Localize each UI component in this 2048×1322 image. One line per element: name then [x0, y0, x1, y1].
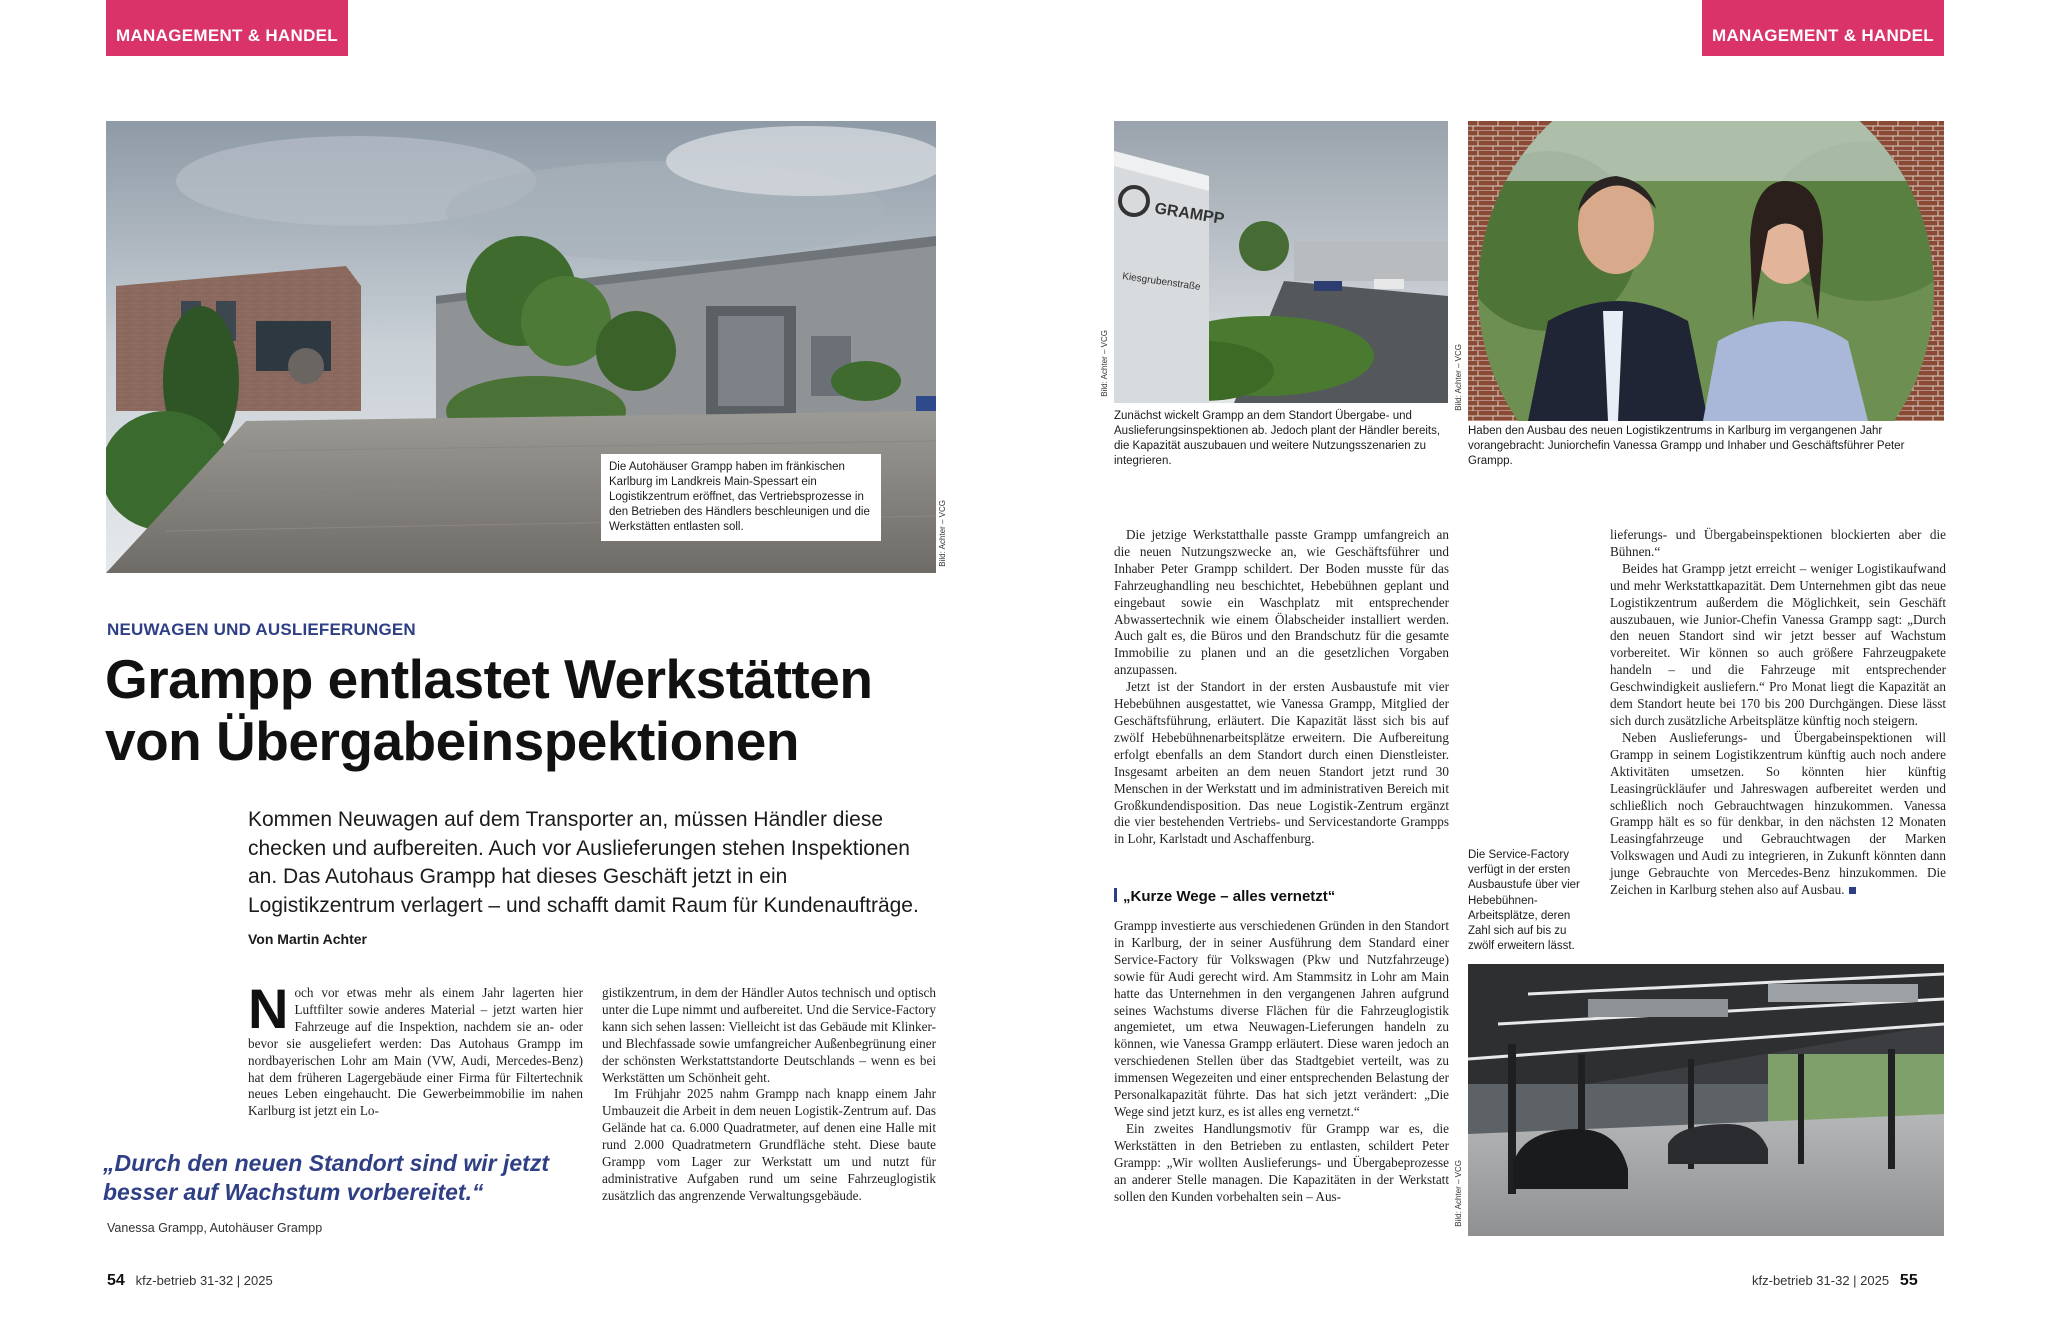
section-tag-right: MANAGEMENT & HANDEL	[1702, 0, 1944, 56]
headline-line-2: von Übergabeinspektionen	[105, 710, 799, 772]
right-column-1-continued	[1114, 918, 1449, 1205]
right-column-2	[1610, 527, 1946, 899]
lead-paragraph: Kommen Neuwagen auf dem Transporter an, müssen Händler diese checken und aufbereiten. Auch vor Auslieferungen stehen Inspektionen an. Das Autohaus Grampp hat dieses Geschäft jetzt in ein Logistikzentrum verlagert – und schafft damit Raum für Kundenaufträge.	[248, 808, 919, 917]
folio-left	[107, 1272, 273, 1290]
page-number-right: 55	[1899, 1272, 1918, 1289]
left-col2-paragraph-2: Im Frühjahr 2025 nahm Grampp nach knapp einem Jahr Umbauzeit die Arbeit in dem neuen Logistik-Zentrum auf. Das Gelände hat ca. 6.000 Quadratmeter, auf denen eine Halle mit rund 2.000 Quadratmetern Grundfläche steht. Diese baute Grampp vom Lager zur Werkstatt um und nutzt für administrative Aufgaben rund um seine Fahrzeuglogistik zusätzlich das angrenzende Verwaltungsgebäude.	[602, 1086, 936, 1203]
photo-sign-street: Kiesgrubenstraße	[1121, 271, 1202, 293]
section-tag-left: MANAGEMENT & HANDEL	[106, 0, 348, 56]
photo-workshop	[1468, 964, 1944, 1236]
subheading	[1114, 888, 1335, 905]
issue-label-right: kfz-betrieb 31-32 | 2025	[1752, 1273, 1890, 1288]
right-col1-paragraph-1: Die jetzige Werkstatthalle passte Grampp umfangreich an die neuen Nutzungszwecke an, wie Geschäftsführer und Inhaber Peter Grampp schildert. Der Boden musste für das Fahrzeughandling neu beschichtet, Hebebühnen geplant und eingebaut sowie ein Waschplatz mit entsprechender Abwassertechnik wie einem Ölabscheider installiert werden. Auch galt es, die Büros und den Brandschutz für die gesamte Immobilie zu planen und an die gesetzlichen Vorgaben anzupassen.	[1114, 527, 1449, 678]
author-byline: Von Martin Achter	[248, 931, 368, 947]
photo-portrait	[1468, 121, 1944, 421]
right-col2-paragraph-2: Beides hat Grampp jetzt erreicht – weniger Logistikaufwand und mehr Werkstattkapazität. Dem Unternehmen gibt das neue Logistikzentrum außerdem die Möglichkeit, sein Geschäft auszubauen, wie Junior-Chefin Vanessa Grampp sagt: „Durch den neuen Standort sind wir jetzt besser auf Wachstum vorbereitet. Wir können so auch größere Fahrzeugpakete handeln – und die Fahrzeuge mit entsprechender Geschwindigkeit ausliefern.“ Pro Monat liegt die Kapazität an dem Standort heute bei 170 bis 200 Durchgängen. Diese lässt sich durch zusätzliche Arbeitsplätze künftig noch steigern.	[1610, 560, 1946, 728]
subheading-text: „Kurze Wege – alles vernetzt“	[1123, 888, 1336, 905]
right-col2-paragraph-3: Neben Auslieferungs- und Übergabeinspektionen will Grampp in seinem Logistikzentrum künftig auch noch andere Aktivitäten umsetzen. So könnten hier künftig Leasingrückläufer und Jahreswagen aufbereitet werden und schließlich noch Gebrauchtwagen hinzukommen. Vanessa Grampp hält es so für denkbar, in den nächsten 12 Monaten Leasingfahrzeuge und Gebrauchtwagen der Marken Volkswagen und Audi zu integrieren, in Zukunft könnten dann junge Gebrauchte von Mercedes-Benz hinzukommen. Die Zeichen in Karlburg stehen also auf Ausbau.	[1610, 729, 1946, 898]
left-col1-paragraph: och vor etwas mehr als einem Jahr lagerten hier Luftfilter sowie anderes Material – jetzt warten hier Fahrzeuge auf die Inspektion, nachdem sie an- oder bevor sie ausgeliefert werden: Das Autohaus Grampp im nordbayerischen Lohr am Main (VW, Audi, Mercedes-Benz) hat dem früheren Lagergebäude einer Firma für Filtertechnik neues Leben eingehaucht. Die Gewerbeimmobilie im nahen Karlburg ist jetzt ein Lo-	[248, 985, 583, 1119]
pull-quote-source: Vanessa Grampp, Autohäuser Grampp	[107, 1221, 323, 1235]
headline-line-1: Grampp entlastet Werkstätten	[105, 648, 873, 710]
right-column-1	[1114, 527, 1449, 848]
drop-cap: N	[248, 977, 289, 1040]
pull-quote: „Durch den neuen Standort sind wir jetzt besser auf Wachstum vorbereitet.“	[103, 1150, 549, 1205]
folio-right	[1752, 1272, 1918, 1290]
right-col1-paragraph-2: Jetzt ist der Standort in der ersten Ausbaustufe mit vier Hebebühnen ausgestattet, wie Vanessa Grampp, Mitglied der Geschäftsführung, erläutert. Die Kapazität lässt sich bis auf zwölf Hebebühnenarbeitsplätze erweitern. Die Aufbereitung erfolgt ebenfalls an dem Standort durch einen Dienstleister. Insgesamt arbeiten an dem neuen Standort jetzt rund 30 Menschen in der Werkstatt und im administrativen Bereich mit Großkundendisposition. Das neue Logistik-Zentrum ergänzt die vier bestehenden Vertriebs- und Servicestandorte Grampps in Lohr, Karlstadt und Aschaffenburg.	[1114, 679, 1449, 847]
photo-workshop-caption: Die Service-Factory verfügt in der ersten Ausbaustufe über vier Hebebühnen-Arbeitsplätze, deren Zahl sich auf bis zu zwölf erweitern lässt.	[1468, 849, 1580, 953]
left-col2-paragraph-1: gistikzentrum, in dem der Händler Autos technisch und optisch unter die Lupe nimmt und aufbereitet. Und die Service-Factory kann sich sehen lassen: Vielleicht ist das Gebäude mit Klinker- und Blechfassade sowie umfangreicher Außenbegrünung einer der schönsten Werkstattstandorte Deutschlands – wenn es bei Werkstätten um Schönheit geht.	[602, 985, 936, 1085]
photo-sign-credit: Bild: Achter – VCG	[1100, 330, 1109, 397]
end-mark	[1849, 887, 1856, 894]
left-column-2	[602, 985, 936, 1205]
subheading-bar	[1114, 888, 1117, 902]
photo-sign-text: GRAMPP	[1153, 200, 1226, 228]
right-col2-paragraph-3-wrap	[1610, 730, 1946, 899]
right-col1-paragraph-3: Grampp investierte aus verschiedenen Gründen in den Standort in Karlburg, der in seiner Ausführung dem Standard einer Service-Factory für Volkswagen (Pkw und Nutzfahrzeuge) sowie für Audi gerecht wird. Am Stammsitz in Lohr am Main hatte das Unternehmen in den vergangenen Jahren aufgrund seines Wachstums diverse Flächen für die Fahrzeuglogistik angemietet, um etwa Neuwagen-Lieferungen handeln zu können, wie Vanessa Grampp erläutert. Diese waren jedoch an verschiedenen Stellen über das Stadtgebiet verteilt, was zu immensen Wegezeiten und einer entsprechenden Belastung der Personalkapazität führte. Das hat sich jetzt verändert: „Die Wege sind jetzt kurz, es ist alles eng vernetzt.“	[1114, 918, 1449, 1119]
photo-sign-caption: Zunächst wickelt Grampp an dem Standort Übergabe- und Auslieferungsinspektionen ab. Jedoch plant der Händler bereits, die Kapazität auszubauen und weitere Nutzungsszenarien zu integrieren.	[1114, 410, 1441, 467]
right-col2-paragraph-1: lieferungs- und Übergabeinspektionen blockierten aber die Bühnen.“	[1610, 527, 1946, 559]
page-number-left: 54	[107, 1272, 125, 1289]
right-col1-paragraph-4: Ein zweites Handlungsmotiv für Grampp war es, die Werkstätten in den Betrieben zu entlasten, schildert Peter Grampp: „Wir wollten Auslieferungs- und Übergabeprozesse an anderer Stelle managen. Die Kapazitäten in der Werkstatt sollen den Kunden vorbehalten sein – Aus-	[1114, 1120, 1449, 1204]
photo-workshop-credit: Bild: Achter – VCG	[1454, 1160, 1463, 1227]
hero-credit: Bild: Achter – VCG	[938, 500, 947, 567]
headline	[105, 648, 985, 772]
left-column-1	[248, 977, 583, 1120]
photo-portrait-credit: Bild: Achter – VCG	[1454, 344, 1463, 411]
hero-caption: Die Autohäuser Grampp haben im fränkischen Karlburg im Landkreis Main-Spessart ein Logistikzentrum eröffnet, das Vertriebsprozesse in den Betrieben des Händlers beschleunigen und die Werkstätten entlasten soll.	[601, 454, 881, 541]
photo-portrait-caption: Haben den Ausbau des neuen Logistikzentrums in Karlburg im vergangenen Jahr vorangebracht: Juniorchefin Vanessa Grampp und Inhaber und Geschäftsführer Peter Grampp.	[1468, 425, 1905, 467]
photo-sign	[1114, 121, 1448, 403]
kicker: NEUWAGEN UND AUSLIEFERUNGEN	[107, 620, 416, 639]
issue-label-left: kfz-betrieb 31-32 | 2025	[135, 1273, 273, 1288]
